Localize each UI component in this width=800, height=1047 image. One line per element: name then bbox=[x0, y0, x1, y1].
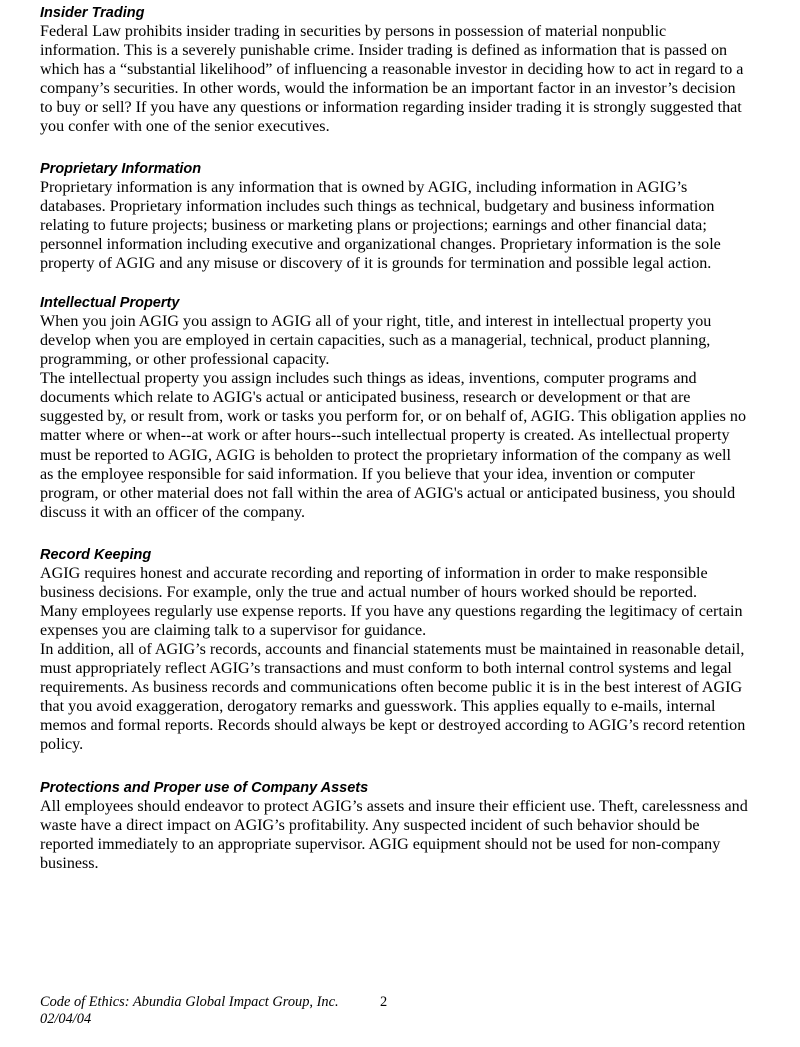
section-heading-insider-trading: Insider Trading bbox=[40, 5, 145, 21]
paragraph-protections-company-assets-1: All employees should endeavor to protect AGIG’s assets and insure their efficient use. Theft, carelessness and waste have a direct impact on AGIG’s profitability. Any suspected incident of such behavior should be reported immediately to an appropriate supervisor. AGIG equipment should not be used for non-company business. bbox=[40, 797, 748, 872]
section-heading-proprietary-information: Proprietary Information bbox=[40, 160, 202, 177]
footer-page-number: 2 bbox=[380, 993, 388, 1010]
section-heading-record-keeping: Record Keeping bbox=[40, 546, 152, 563]
section-heading-intellectual-property: Intellectual Property bbox=[40, 294, 180, 311]
paragraph-proprietary-information-1: Proprietary information is any information that is owned by AGIG, including information in AGIG’s databases. Proprietary information includes such things as technical, budgetary and business information relating to future projects; business or marketing plans or projections; earnings and other financial data; personnel information including executive and organizational changes. Proprietary information is the sole property of AGIG and any misuse or discovery of it is grounds for termination and possible legal action. bbox=[40, 178, 721, 272]
document-page bbox=[0, 4, 800, 1047]
paragraph-insider-trading-1: Federal Law prohibits insider trading in securities by persons in possession of material nonpublic information. This is a severely punishable crime. Insider trading is defined as information that is passed on which has a “substantial likelihood” of influencing a reasonable investor in deciding how to act in regard to a company’s securities. In other words, would the information be an important factor in an investor’s decision to buy or sell? If you have any questions or information regarding insider trading it is strongly suggested that you confer with one of the senior executives. bbox=[40, 23, 744, 136]
paragraph-record-keeping-3: In addition, all of AGIG’s records, accounts and financial statements must be maintained in reasonable detail, must appropriately reflect AGIG’s transactions and must conform to both internal control systems and legal requirements. As business records and communications often become public it is in the best interest of AGIG that you avoid exaggeration, derogatory remarks and guesswork. This applies equally to e-mails, internal memos and formal reports. Records should always be kept or destroyed according to AGIG’s record retention policy. bbox=[40, 641, 746, 754]
paragraph-record-keeping-1: AGIG requires honest and accurate recording and reporting of information in order to make responsible business decisions. For example, only the true and actual number of hours worked should be reported. bbox=[40, 564, 708, 601]
paragraph-record-keeping-2: Many employees regularly use expense reports. If you have any questions regarding the legitimacy of certain expenses you are claiming talk to a supervisor for guidance. bbox=[40, 603, 743, 640]
paragraph-intellectual-property-2: The intellectual property you assign includes such things as ideas, inventions, computer programs and documents which relate to AGIG's actual or anticipated business, research or development or that are suggested by, or result from, work or tasks you perform for, or on behalf of, AGIG. This obligation applies no matter where or when--at work or after hours--such intellectual property is created. As intellectual property must be reported to AGIG, AGIG is beholden to protect the proprietary information of the company as well as the employee responsible for said information. If you believe that your idea, invention or computer program, or other material does not fall within the area of AGIG's actual or anticipated business, you should discuss it with an officer of the company. bbox=[40, 370, 747, 521]
footer-document-title: Code of Ethics: Abundia Global Impact Group, Inc. 02/04/04 bbox=[40, 993, 339, 1028]
paragraph-intellectual-property-1: When you join AGIG you assign to AGIG all of your right, title, and interest in intellectual property you develop when you are employed in certain capacities, such as a managerial, technical, product planning, programming, or other professional capacity. bbox=[40, 313, 712, 369]
page-footer bbox=[40, 994, 758, 1029]
section-heading-protections-company-assets: Protections and Proper use of Company Assets bbox=[40, 779, 369, 796]
